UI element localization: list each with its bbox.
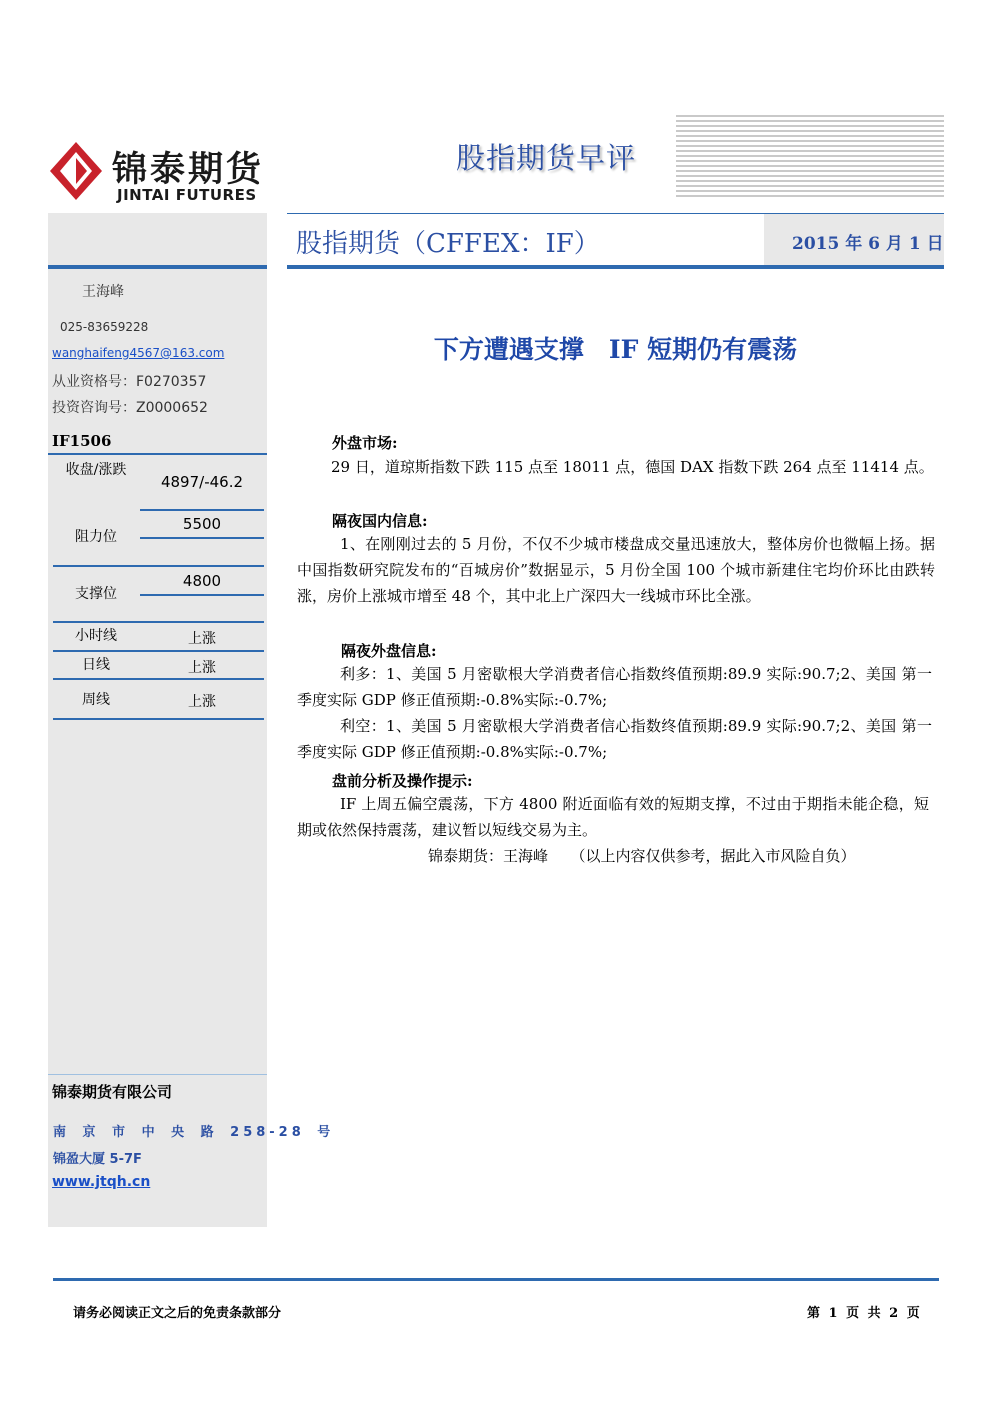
row-rule	[53, 650, 264, 652]
trend-value: 上涨	[188, 631, 216, 647]
overseas-text: 29 日，道琼斯指数下跌 115 点至 18011 点，德国 DAX 指数下跌 264 点至 11414 点。	[331, 458, 934, 476]
row-rule	[53, 565, 264, 567]
trend-label: 小时线	[75, 628, 117, 644]
domestic-text: 1、在刚刚过去的 5 月份，不仅不少城市楼盘成交量迅速放大，整体房价也微幅上扬。据中国指数研究院发布的“百城房价”数据显示，5 月份全国 100 个城市新建住宅均价环比由跌转涨，房价上涨城市增至 48 个，其中北上广深四大一线城市环比全涨。	[297, 535, 935, 605]
company-rule	[48, 1074, 267, 1075]
row-rule	[140, 537, 264, 539]
analyst-name: 王海峰	[82, 284, 124, 300]
analysis-paragraph	[297, 791, 929, 843]
support-label: 支撑位	[75, 586, 117, 602]
signature-line: 锦泰期货：王海峰 （以上内容仅供参考，据此入市风险自负）	[428, 847, 856, 865]
analyst-phone: 025-83659228	[60, 320, 149, 334]
jintai-logo-icon	[50, 142, 102, 200]
company-address-line2: 锦盈大厦 5-7F	[53, 1152, 142, 1167]
resistance-label: 阻力位	[75, 529, 117, 545]
section-title-domestic: 隔夜国内信息:	[332, 512, 428, 530]
footer-rule	[53, 1278, 939, 1281]
foreign-bull-text: 利多：1、美国 5 月密歇根大学消费者信心指数终值预期:89.9 实际:90.7;2、美国 第一季度实际 GDP 修正值预期:-0.8%实际:-0.7%;	[297, 665, 932, 709]
domestic-paragraph	[297, 531, 935, 609]
report-date: 2015 年 6 月 1 日	[792, 234, 944, 254]
sidebar-top-rule	[48, 265, 267, 269]
section-title-overseas: 外盘市场:	[332, 434, 398, 452]
brand-name-cn: 锦泰期货	[112, 150, 265, 190]
header-bottom-rule	[287, 265, 944, 269]
trend-label: 日线	[82, 657, 110, 673]
company-name: 锦泰期货有限公司	[52, 1083, 173, 1101]
analyst-email-link[interactable]: wanghaifeng4567@163.com	[52, 346, 225, 360]
contract-code-rule	[48, 453, 267, 455]
resistance-value: 5500	[182, 515, 222, 533]
company-address-line1: 南 京 市 中 央 路 258-28 号	[53, 1125, 335, 1140]
section-title-analysis: 盘前分析及操作提示:	[332, 772, 473, 790]
trend-value: 上涨	[188, 694, 216, 710]
foreign-bear-text: 利空：1、美国 5 月密歇根大学消费者信心指数终值预期:89.9 实际:90.7;2、美国 第一季度实际 GDP 修正值预期:-0.8%实际:-0.7%;	[297, 717, 932, 761]
contract-code: IF1506	[52, 432, 112, 450]
footer-page-number: 第 1 页 共 2 页	[807, 1306, 920, 1321]
close-change-value: 4897/-46.2	[160, 473, 244, 491]
footer-disclaimer: 请务必阅读正文之后的免责条款部分	[73, 1306, 282, 1321]
report-type-title: 股指期货早评	[456, 141, 637, 175]
row-rule	[53, 718, 264, 720]
close-change-label: 收盘/涨跌	[65, 462, 127, 478]
row-rule	[53, 678, 264, 680]
analyst-qualification: 从业资格号：F0270357	[52, 374, 207, 390]
trend-label: 周线	[82, 692, 110, 708]
product-title: 股指期货（CFFEX：IF）	[296, 229, 600, 259]
company-website-link[interactable]: www.jtqh.cn	[52, 1174, 151, 1190]
brand-name-en: JINTAI FUTURES	[117, 186, 257, 204]
header-top-rule	[287, 213, 944, 214]
row-rule	[53, 621, 264, 623]
row-rule	[140, 509, 264, 511]
foreign-paragraph	[297, 661, 932, 765]
trend-value: 上涨	[188, 660, 216, 676]
decorative-stripes	[676, 115, 944, 199]
analysis-text: IF 上周五偏空震荡，下方 4800 附近面临有效的短期支撑，不过由于期指未能企稳，短期或依然保持震荡，建议暂以短线交易为主。	[297, 795, 929, 839]
headline: 下方遭遇支撑 IF 短期仍有震荡	[433, 335, 798, 364]
section-title-foreign: 隔夜外盘信息:	[341, 642, 437, 660]
row-rule	[140, 594, 264, 596]
overseas-paragraph	[297, 454, 935, 480]
analyst-consulting-number: 投资咨询号：Z0000652	[52, 400, 208, 416]
support-value: 4800	[182, 572, 222, 590]
